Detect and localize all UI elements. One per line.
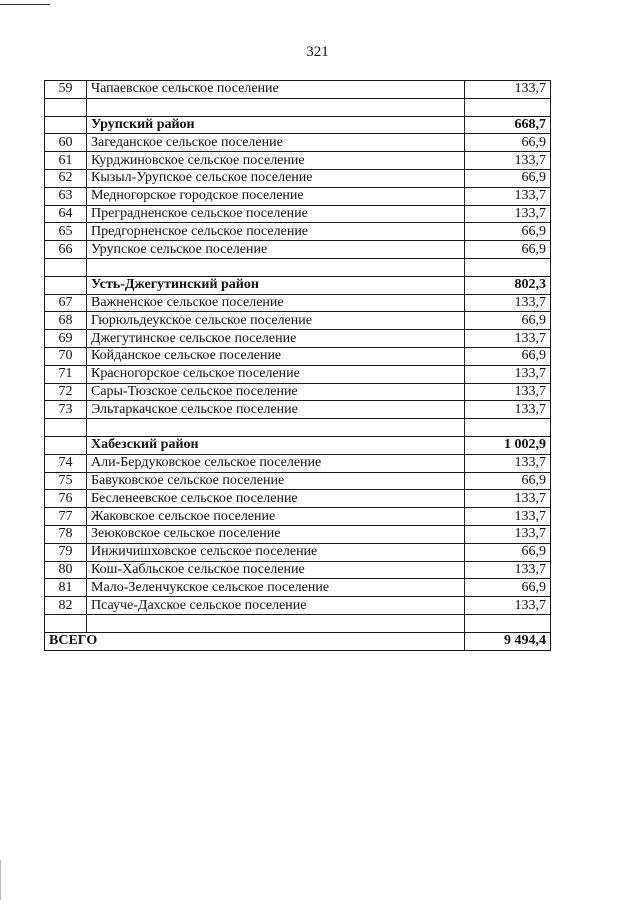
settlement-name-cell: Мало-Зеленчукское сельское поселение <box>87 579 465 597</box>
row-number-cell: 82 <box>45 597 87 615</box>
row-number-cell: 73 <box>45 401 87 419</box>
amount-cell: 66,9 <box>465 472 551 490</box>
amount-cell: 133,7 <box>465 561 551 579</box>
table-row <box>45 347 551 365</box>
amount-cell: 133,7 <box>465 330 551 348</box>
row-number-cell <box>45 614 87 632</box>
settlement-name-cell: Инжичишховское сельское поселение <box>87 543 465 561</box>
table-row <box>45 383 551 401</box>
row-number-cell: 63 <box>45 187 87 205</box>
settlement-name-cell: Загеданское сельское поселение <box>87 134 465 152</box>
district-name-cell: Урупский район <box>87 116 465 134</box>
settlement-name-cell: Преградненское сельское поселение <box>87 205 465 223</box>
settlement-name-cell: Курджиновское сельское поселение <box>87 152 465 170</box>
amount-cell: 66,9 <box>465 347 551 365</box>
settlement-name-cell: Эльтаркачское сельское поселение <box>87 401 465 419</box>
amount-cell: 133,7 <box>465 205 551 223</box>
district-total-cell: 802,3 <box>465 276 551 294</box>
row-number-cell: 60 <box>45 134 87 152</box>
scan-edge-mark <box>0 860 1 900</box>
amount-cell: 133,7 <box>465 81 551 99</box>
table-row <box>45 508 551 526</box>
row-number-cell: 72 <box>45 383 87 401</box>
settlement-name-cell: Псауче-Дахское сельское поселение <box>87 597 465 615</box>
settlement-name-cell: Бавуковское сельское поселение <box>87 472 465 490</box>
amount-cell <box>465 614 551 632</box>
blank-spacer-row <box>45 98 551 116</box>
row-number-cell: 80 <box>45 561 87 579</box>
blank-spacer-row <box>45 258 551 276</box>
grand-total-row <box>45 632 551 650</box>
table-row <box>45 294 551 312</box>
amount-cell: 133,7 <box>465 383 551 401</box>
table-row <box>45 81 551 99</box>
amount-cell: 133,7 <box>465 401 551 419</box>
page-number: 321 <box>306 44 329 60</box>
settlement-name-cell: Важненское сельское поселение <box>87 294 465 312</box>
amount-cell: 133,7 <box>465 187 551 205</box>
row-number-cell: 62 <box>45 169 87 187</box>
table-row <box>45 401 551 419</box>
table-row <box>45 490 551 508</box>
settlement-name-cell: Урупское сельское поселение <box>87 241 465 259</box>
district-total-cell: 668,7 <box>465 116 551 134</box>
row-number-cell: 64 <box>45 205 87 223</box>
table-row <box>45 454 551 472</box>
amount-cell <box>465 258 551 276</box>
row-number-cell: 61 <box>45 152 87 170</box>
row-number-cell: 68 <box>45 312 87 330</box>
amount-cell: 133,7 <box>465 490 551 508</box>
row-number-cell: 67 <box>45 294 87 312</box>
settlement-name-cell <box>87 258 465 276</box>
settlement-name-cell: Кош-Хабльское сельское поселение <box>87 561 465 579</box>
amount-cell <box>465 98 551 116</box>
settlement-name-cell: Жаковское сельское поселение <box>87 508 465 526</box>
table-row <box>45 169 551 187</box>
row-number-cell: 70 <box>45 347 87 365</box>
settlement-name-cell: Кызыл-Урупское сельское поселение <box>87 169 465 187</box>
table-row <box>45 205 551 223</box>
amount-cell: 133,7 <box>465 365 551 383</box>
amount-cell: 66,9 <box>465 223 551 241</box>
settlement-name-cell: Джегутинское сельское поселение <box>87 330 465 348</box>
district-header-row <box>45 436 551 454</box>
row-number-cell: 65 <box>45 223 87 241</box>
row-number-cell: 71 <box>45 365 87 383</box>
settlement-name-cell: Бесленеевское сельское поселение <box>87 490 465 508</box>
table-row <box>45 597 551 615</box>
amount-cell: 133,7 <box>465 597 551 615</box>
row-number-cell <box>45 98 87 116</box>
row-number-cell: 76 <box>45 490 87 508</box>
table-row <box>45 561 551 579</box>
settlement-name-cell: Чапаевское сельское поселение <box>87 81 465 99</box>
row-number-cell <box>45 258 87 276</box>
amount-cell: 133,7 <box>465 525 551 543</box>
table-row <box>45 365 551 383</box>
amount-cell <box>465 419 551 437</box>
settlement-name-cell <box>87 419 465 437</box>
row-number-cell: 59 <box>45 81 87 99</box>
table-row <box>45 187 551 205</box>
table-body <box>45 81 551 651</box>
row-number-cell <box>45 436 87 454</box>
grand-total-value: 9 494,4 <box>465 632 551 650</box>
district-header-row <box>45 116 551 134</box>
allocation-table <box>44 80 551 651</box>
grand-total-label: ВСЕГО <box>45 632 465 650</box>
row-number-cell <box>45 419 87 437</box>
settlement-name-cell: Али-Бердуковское сельское поселение <box>87 454 465 472</box>
amount-cell: 66,9 <box>465 312 551 330</box>
table-row <box>45 579 551 597</box>
row-number-cell: 74 <box>45 454 87 472</box>
table-row <box>45 472 551 490</box>
district-header-row <box>45 276 551 294</box>
amount-cell: 66,9 <box>465 241 551 259</box>
amount-cell: 66,9 <box>465 543 551 561</box>
row-number-cell <box>45 116 87 134</box>
row-number-cell: 77 <box>45 508 87 526</box>
table-row <box>45 543 551 561</box>
district-name-cell: Усть-Джегутинский район <box>87 276 465 294</box>
blank-spacer-row <box>45 614 551 632</box>
corner-scan-mark <box>0 4 50 5</box>
row-number-cell: 75 <box>45 472 87 490</box>
table-row <box>45 330 551 348</box>
amount-cell: 133,7 <box>465 294 551 312</box>
district-total-cell: 1 002,9 <box>465 436 551 454</box>
blank-spacer-row <box>45 419 551 437</box>
settlement-name-cell <box>87 98 465 116</box>
row-number-cell <box>45 276 87 294</box>
settlement-name-cell: Койданское сельское поселение <box>87 347 465 365</box>
table-row <box>45 241 551 259</box>
settlement-name-cell: Зеюковское сельское поселение <box>87 525 465 543</box>
settlement-name-cell: Предгорненское сельское поселение <box>87 223 465 241</box>
settlement-name-cell: Сары-Тюзское сельское поселение <box>87 383 465 401</box>
table-row <box>45 525 551 543</box>
row-number-cell: 69 <box>45 330 87 348</box>
row-number-cell: 81 <box>45 579 87 597</box>
table-row <box>45 223 551 241</box>
settlement-name-cell: Красногорское сельское поселение <box>87 365 465 383</box>
table-row <box>45 134 551 152</box>
amount-cell: 133,7 <box>465 454 551 472</box>
row-number-cell: 66 <box>45 241 87 259</box>
amount-cell: 66,9 <box>465 579 551 597</box>
amount-cell: 66,9 <box>465 134 551 152</box>
settlement-name-cell <box>87 614 465 632</box>
row-number-cell: 79 <box>45 543 87 561</box>
amount-cell: 66,9 <box>465 169 551 187</box>
table-row <box>45 152 551 170</box>
settlement-name-cell: Медногорское городское поселение <box>87 187 465 205</box>
table-row <box>45 312 551 330</box>
district-name-cell: Хабезский район <box>87 436 465 454</box>
amount-cell: 133,7 <box>465 508 551 526</box>
settlement-name-cell: Гюрюльдеукское сельское поселение <box>87 312 465 330</box>
row-number-cell: 78 <box>45 525 87 543</box>
amount-cell: 133,7 <box>465 152 551 170</box>
